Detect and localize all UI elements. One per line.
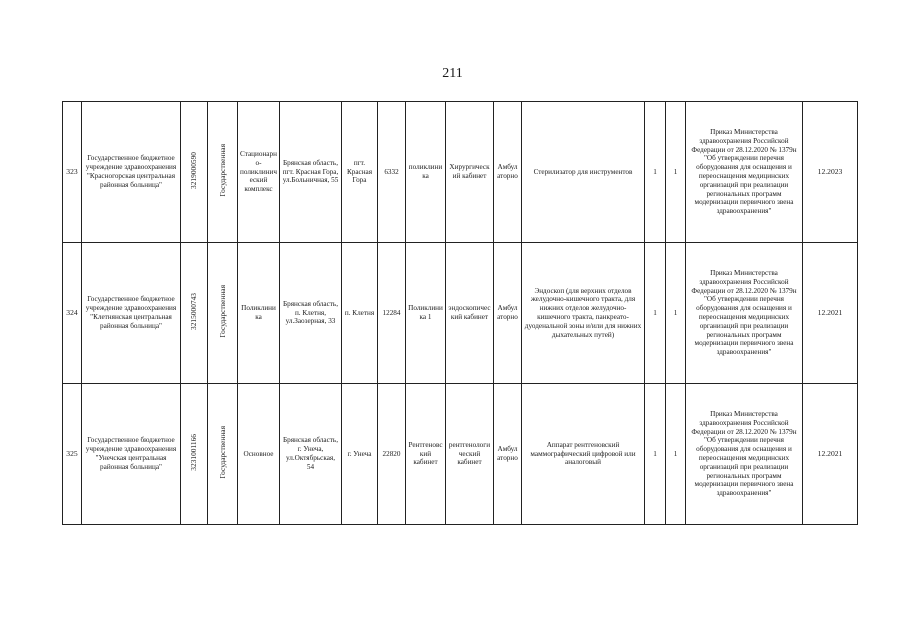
equipment-register-table (62, 101, 858, 525)
ownership-form-cell (208, 243, 238, 384)
quantity-required-cell: 1 (645, 243, 666, 384)
ownership-form-text: Государственная (217, 426, 227, 479)
care-condition-cell: Амбулаторно (494, 384, 522, 525)
subdivision-cell: поликлиника (406, 102, 446, 243)
equipment-name-cell: Аппарат рентгеновский маммографический цифровой или аналоговый (522, 384, 645, 525)
cabinet-cell: рентгенологический кабинет (446, 384, 494, 525)
structural-unit-cell: Поликлиника (238, 243, 280, 384)
locality-cell: п. Клетня (342, 243, 378, 384)
ownership-form-cell (208, 384, 238, 525)
care-condition-cell: Амбулаторно (494, 243, 522, 384)
page-number: 211 (442, 66, 463, 81)
inn-text: 3231001166 (189, 434, 199, 471)
delivery-date-cell: 12.2021 (803, 243, 858, 384)
equipment-name-cell: Стерилизатор для инструментов (522, 102, 645, 243)
cabinet-cell: эндоскопический кабинет (446, 243, 494, 384)
legal-basis-cell: Приказ Министерства здравоохранения Российской Федерации от 28.12.2020 № 1379н "Об утверждении перечня оборудования для оснащения и переоснащения медицинских организаций при реализации региональных программ модернизации первичного звена здравоохранения" (686, 243, 803, 384)
inn-cell (181, 102, 208, 243)
structural-unit-cell: Основное (238, 384, 280, 525)
table-row (63, 243, 858, 384)
row-number-cell: 323 (63, 102, 82, 243)
organization-name-cell: Государственное бюджетное учреждение здравоохранения "Красногорская центральная районная больница" (82, 102, 181, 243)
population-cell: 22820 (378, 384, 406, 525)
ownership-form-text: Государственная (217, 144, 227, 197)
inn-cell (181, 384, 208, 525)
address-cell: Брянская область, п. Клетня, ул.Заозерная, 33 (280, 243, 342, 384)
row-number-cell: 325 (63, 384, 82, 525)
inn-text: 3215000743 (189, 293, 199, 331)
organization-name-cell: Государственное бюджетное учреждение здравоохранения "Унечская центральная районная больница" (82, 384, 181, 525)
row-number-cell: 324 (63, 243, 82, 384)
quantity-planned-cell: 1 (666, 102, 686, 243)
quantity-required-cell: 1 (645, 384, 666, 525)
quantity-planned-cell: 1 (666, 243, 686, 384)
organization-name-cell: Государственное бюджетное учреждение здравоохранения "Клетнянская центральная районная больница" (82, 243, 181, 384)
population-cell: 6332 (378, 102, 406, 243)
subdivision-cell: Поликлиника 1 (406, 243, 446, 384)
care-condition-cell: Амбулаторно (494, 102, 522, 243)
delivery-date-cell: 12.2023 (803, 102, 858, 243)
delivery-date-cell: 12.2021 (803, 384, 858, 525)
quantity-required-cell: 1 (645, 102, 666, 243)
population-cell: 12284 (378, 243, 406, 384)
ownership-form-text: Государственная (217, 285, 227, 338)
table-row (63, 102, 858, 243)
inn-text: 3219000590 (189, 152, 199, 190)
structural-unit-cell: Стационарно-поликлинический комплекс (238, 102, 280, 243)
legal-basis-cell: Приказ Министерства здравоохранения Российской Федерации от 28.12.2020 № 1379н "Об утверждении перечня оборудования для оснащения и переоснащения медицинских организаций при реализации региональных программ модернизации первичного звена здравоохранения" (686, 384, 803, 525)
address-cell: Брянская область, г. Унеча, ул.Октябрьская, 54 (280, 384, 342, 525)
quantity-planned-cell: 1 (666, 384, 686, 525)
legal-basis-cell: Приказ Министерства здравоохранения Российской Федерации от 28.12.2020 № 1379н "Об утверждении перечня оборудования для оснащения и переоснащения медицинских организаций при реализации региональных программ модернизации первичного звена здравоохранения" (686, 102, 803, 243)
address-cell: Брянская область, пгт. Красная Гора, ул.Больничная, 55 (280, 102, 342, 243)
locality-cell: г. Унеча (342, 384, 378, 525)
locality-cell: пгт. Красная Гора (342, 102, 378, 243)
equipment-name-cell: Эндоскоп (для верхних отделов желудочно-кишечного тракта, для нижних отделов желудочно-кишечного тракта, панкреато-дуоденальной зоны и/или для нижних дыхательных путей) (522, 243, 645, 384)
subdivision-cell: Рентгеновский кабинет (406, 384, 446, 525)
cabinet-cell: Хирургический кабинет (446, 102, 494, 243)
inn-cell (181, 243, 208, 384)
ownership-form-cell (208, 102, 238, 243)
table-row (63, 384, 858, 525)
